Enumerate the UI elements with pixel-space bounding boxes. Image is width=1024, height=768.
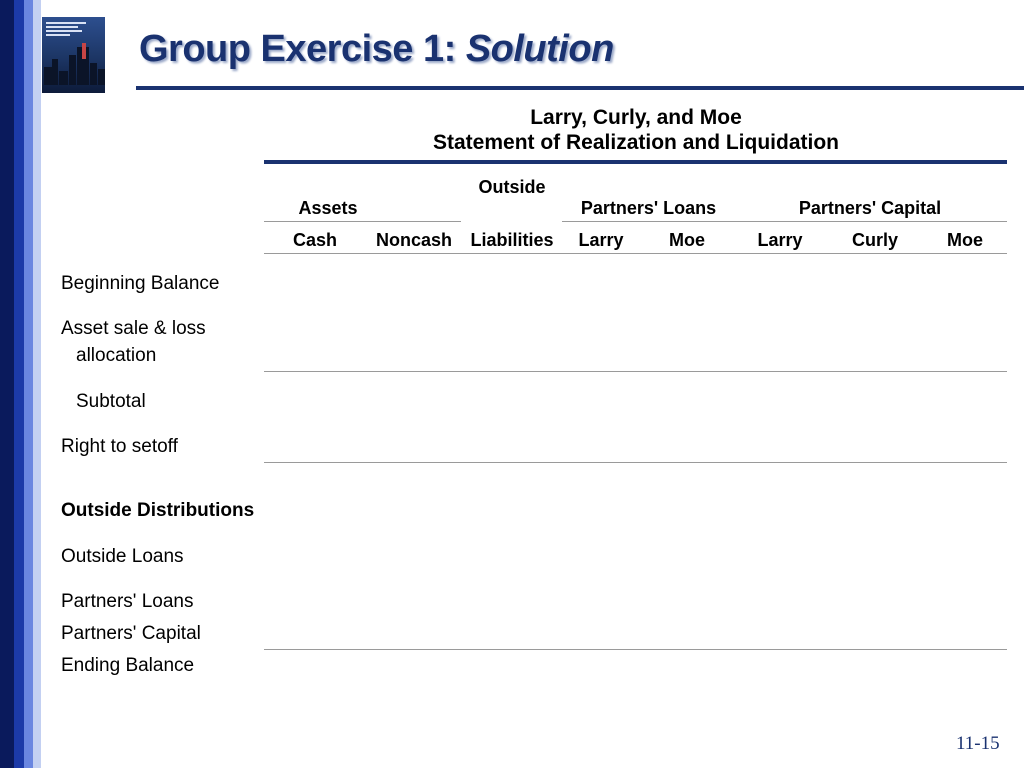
group-outside: Outside bbox=[478, 177, 546, 197]
col-liabilities: Liabilities bbox=[470, 230, 554, 250]
group-assets: Assets bbox=[298, 198, 358, 218]
book-cover-thumbnail bbox=[42, 17, 105, 93]
row-partners-capital: Partners' Capital bbox=[61, 623, 201, 644]
row-right-to-setoff: Right to setoff bbox=[61, 436, 178, 457]
row-partners-loans: Partners' Loans bbox=[61, 591, 194, 612]
side-stripe-dark bbox=[0, 0, 14, 768]
col-loan-larry: Larry bbox=[578, 230, 624, 250]
header-bottom-rule bbox=[264, 253, 1007, 254]
col-loan-moe: Moe bbox=[669, 230, 705, 250]
slide-title bbox=[139, 28, 614, 71]
row-asset-sale-cont: allocation bbox=[76, 345, 157, 366]
col-capital-moe: Moe bbox=[947, 230, 983, 250]
side-stripe-mid bbox=[24, 0, 33, 768]
col-noncash: Noncash bbox=[375, 230, 453, 250]
col-capital-larry: Larry bbox=[757, 230, 803, 250]
row-asset-sale: Asset sale & loss bbox=[61, 318, 206, 339]
assets-underline bbox=[264, 221, 461, 222]
ending-rule bbox=[264, 649, 1007, 650]
col-capital-curly: Curly bbox=[851, 230, 898, 250]
side-stripe-blue bbox=[14, 0, 24, 768]
row-subtotal: Subtotal bbox=[76, 391, 146, 412]
side-stripe-light bbox=[33, 0, 41, 768]
title-divider bbox=[136, 86, 1024, 90]
col-cash: Cash bbox=[292, 230, 337, 250]
row-outside-loans: Outside Loans bbox=[61, 546, 184, 567]
partners-underline bbox=[562, 221, 1007, 222]
company-name: Larry, Curly, and Moe bbox=[530, 106, 742, 129]
page-number: 11-15 bbox=[956, 733, 1000, 754]
statement-name: Statement of Realization and Liquidation bbox=[432, 131, 839, 154]
row-ending-balance: Ending Balance bbox=[61, 655, 195, 676]
title-main: Group Exercise 1: bbox=[139, 28, 456, 70]
title-emphasis: Solution bbox=[465, 28, 614, 70]
row-outside-distributions: Outside Distributions bbox=[61, 500, 255, 521]
table-top-rule bbox=[264, 160, 1007, 164]
subtotal-rule bbox=[264, 371, 1007, 372]
group-partners-loans: Partners' Loans bbox=[580, 198, 717, 218]
setoff-rule bbox=[264, 462, 1007, 463]
group-partners-capital: Partners' Capital bbox=[798, 198, 942, 218]
row-beginning-balance: Beginning Balance bbox=[61, 273, 220, 294]
